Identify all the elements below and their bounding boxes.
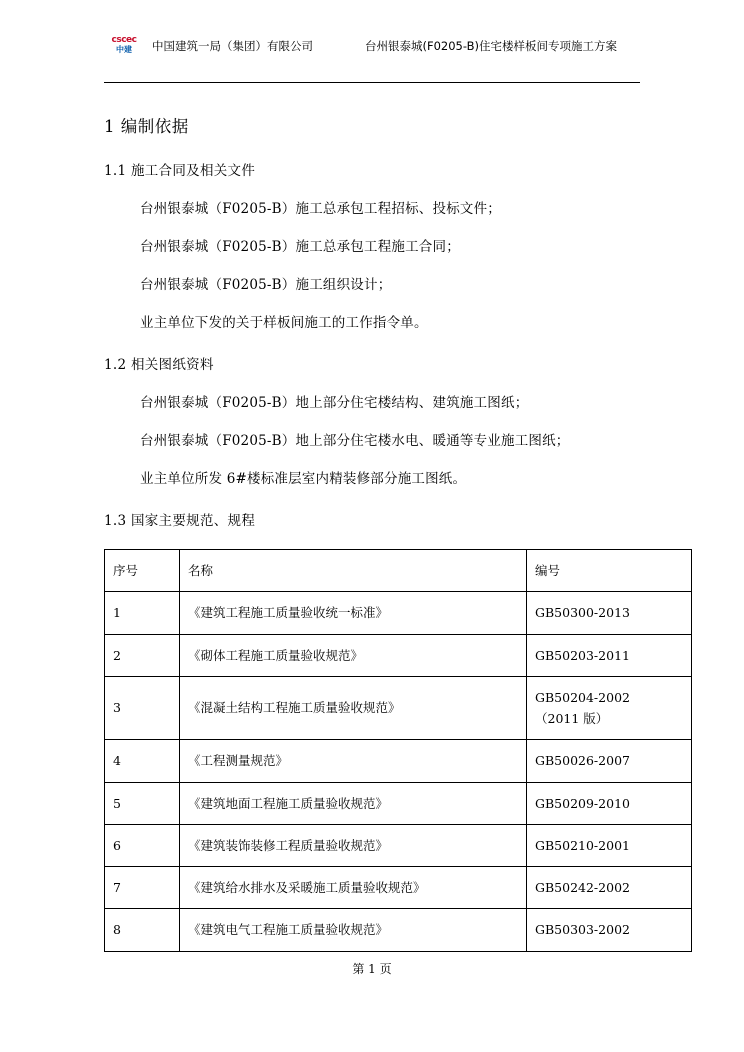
- table-cell-name: 《建筑工程施工质量验收统一标准》: [180, 592, 527, 634]
- table-row: [105, 867, 692, 909]
- table-cell-no: 1: [105, 592, 180, 634]
- table-header-cell: 名称: [180, 550, 527, 592]
- paragraph: 台州银泰城（F0205-B）地上部分住宅楼水电、暖通等专业施工图纸；: [140, 433, 570, 449]
- table-row: [105, 824, 692, 866]
- table-cell-code: GB50210-2001: [527, 824, 692, 866]
- table-cell-name: 《工程测量规范》: [180, 740, 527, 782]
- table-cell-code: GB50300-2013: [527, 592, 692, 634]
- page-header: [104, 30, 640, 83]
- table-row: [105, 634, 692, 676]
- paragraph: 台州银泰城（F0205-B）施工总承包工程招标、投标文件；: [140, 201, 502, 217]
- table-row: [105, 782, 692, 824]
- table-cell-code: GB50203-2011: [527, 634, 692, 676]
- table-header-cell: 编号: [527, 550, 692, 592]
- table-cell-name: 《建筑地面工程施工质量验收规范》: [180, 782, 527, 824]
- table-row: [105, 676, 692, 740]
- page-footer: 第 1 页: [352, 962, 392, 976]
- table-cell-code-line2: （2011 版）: [535, 711, 609, 726]
- table-cell-no: 2: [105, 634, 180, 676]
- table-cell-code: GB50303-2002: [527, 909, 692, 951]
- table-cell-no: 4: [105, 740, 180, 782]
- section-1-2-heading: 1.2 相关图纸资料: [104, 357, 214, 373]
- table-cell-code: GB50026-2007: [527, 740, 692, 782]
- paragraph: 台州银泰城（F0205-B）地上部分住宅楼结构、建筑施工图纸；: [140, 395, 529, 411]
- table-row: [105, 909, 692, 951]
- table-cell-no: 6: [105, 824, 180, 866]
- table-cell-name: 《混凝土结构工程施工质量验收规范》: [180, 676, 527, 740]
- logo-top-text: cscec: [111, 35, 137, 45]
- table-cell-name: 《建筑电气工程施工质量验收规范》: [180, 909, 527, 951]
- paragraph: 台州银泰城（F0205-B）施工总承包工程施工合同；: [140, 239, 460, 255]
- section-1-3-heading: 1.3 国家主要规范、规程: [104, 513, 256, 529]
- paragraph: 业主单位所发 6#楼标准层室内精装修部分施工图纸。: [140, 471, 467, 487]
- standards-table: [104, 549, 692, 952]
- table-cell-code: [527, 676, 692, 740]
- section-1-1-heading: 1.1 施工合同及相关文件: [104, 163, 256, 179]
- paragraph: 台州银泰城（F0205-B）施工组织设计；: [140, 277, 392, 293]
- table-cell-no: 5: [105, 782, 180, 824]
- table-cell-code-line1: GB50204-2002: [535, 689, 630, 705]
- table-row: [105, 592, 692, 634]
- logo-bottom-text: 中建: [116, 45, 132, 54]
- table-cell-no: 8: [105, 909, 180, 951]
- table-header-row: [105, 550, 692, 592]
- table-cell-no: 3: [105, 676, 180, 740]
- page-content: [104, 0, 640, 1052]
- table-cell-code: GB50209-2010: [527, 782, 692, 824]
- header-company-name: 中国建筑一局（集团）有限公司: [152, 39, 313, 53]
- paragraph: 业主单位下发的关于样板间施工的工作指令单。: [140, 315, 428, 331]
- table-cell-name: 《建筑给水排水及采暖施工质量验收规范》: [180, 867, 527, 909]
- table-cell-no: 7: [105, 867, 180, 909]
- table-cell-code: GB50242-2002: [527, 867, 692, 909]
- cscec-logo: [104, 32, 144, 58]
- section-1-heading: 1 编制依据: [104, 117, 189, 136]
- header-document-title: 台州银泰城(F0205-B)住宅楼样板间专项施工方案: [365, 39, 617, 53]
- table-cell-name: 《建筑装饰装修工程质量验收规范》: [180, 824, 527, 866]
- table-row: [105, 740, 692, 782]
- table-header-cell: 序号: [105, 550, 180, 592]
- table-cell-name: 《砌体工程施工质量验收规范》: [180, 634, 527, 676]
